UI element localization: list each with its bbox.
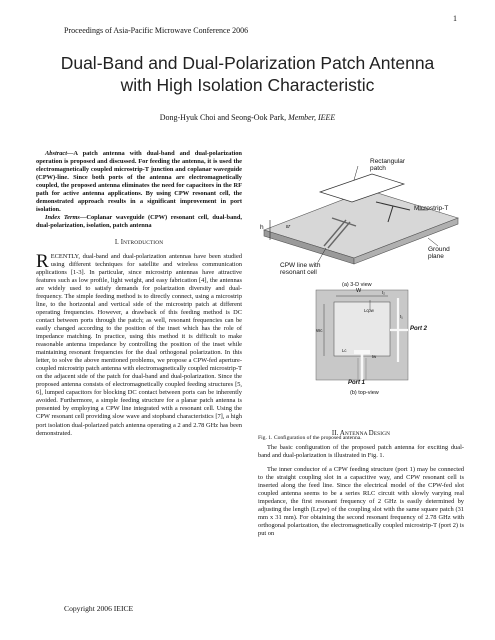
diagram-top-view bbox=[316, 290, 408, 380]
label-port-1: Port 1 bbox=[348, 380, 366, 386]
label-rectangular-patch: Rectangular patch bbox=[370, 158, 406, 172]
abstract-label: Abstract bbox=[45, 150, 68, 157]
label-ground-plane: Ground plane bbox=[428, 246, 450, 260]
label-t1: t₁ bbox=[400, 314, 403, 319]
drop-cap: R bbox=[36, 250, 49, 272]
label-microstrip-t: Microstrip-T bbox=[414, 205, 449, 212]
label-tw: tw bbox=[372, 354, 377, 359]
title-line-1: Dual-Band and Dual-Polarization Patch Antenna bbox=[60, 53, 435, 73]
label-w: W bbox=[356, 288, 362, 294]
left-column bbox=[36, 150, 242, 438]
label-lcpw: Lcpw bbox=[364, 308, 374, 313]
copyright-notice: Copyright 2006 IEICE bbox=[64, 604, 134, 613]
antenna-design-text bbox=[258, 444, 464, 545]
caption-top-view: (b) top-view bbox=[350, 390, 379, 396]
paper-title bbox=[40, 52, 455, 96]
label-epsilon-r: εr bbox=[286, 224, 291, 230]
design-paragraph-1: The basic configuration of the proposed patch antenna for exciting dual-band and dual-polarization is illustrated in Fig. 1. bbox=[258, 444, 464, 460]
abstract-text: —A patch antenna with dual-band and dual-polarization operation is proposed and discussed. For feeding the antenna, it is used the electromagnetically coupled microstrip-T junction and coplanar waveguide (CPW)-line. Since both ports of the antenna are electromagnetically coupled, the proposed antenna eliminates the need for capacitors in the RF path for active antenna applications. By using CPW resonant cell, the demonstrated approach results in a significant improvement in port isolation. bbox=[36, 150, 242, 214]
index-terms bbox=[36, 214, 242, 230]
figure-1-caption: Fig. 1. Configuration of the proposed antenna. bbox=[258, 435, 362, 441]
label-wc: Wc bbox=[316, 328, 323, 333]
running-header: Proceedings of Asia-Pacific Microwave Conference 2006 bbox=[64, 26, 249, 35]
section-heading-antenna-design: II. ANTENNA DESIGN bbox=[331, 430, 391, 437]
index-terms-text: —Coplanar waveguide (CPW) resonant cell, dual-band, dual-polarization, isolation, patch antenna bbox=[36, 214, 243, 230]
label-h: h bbox=[260, 224, 264, 231]
caption-3d-view: (a) 3-D view bbox=[342, 282, 372, 288]
label-cpw-line: CPW line with resonant cell bbox=[280, 262, 321, 276]
design-paragraph-2: The inner conductor of a CPW feeding structure (port 1) may be connected to the straight coupling slot in a capacitive way, and CPW resonant cell is inserted along the feed line. Since the electrical model of the CPW-fed slot coupled antenna seems to be a series RLC circuit with slowly varying real impedance, the first resonant frequency of 2 GHz is easily determined by adjusting the length (Lcpw) of the coupling slot with the same square patch (31 mm x 31 mm). For obtaining the second resonant frequency of 2.78 GHz with orthogonal polarization, the electromagnetically coupled microstrip-T (port 2) is put on bbox=[258, 466, 464, 538]
abstract bbox=[36, 150, 242, 214]
label-lc: Lc bbox=[342, 348, 347, 353]
introduction-paragraph bbox=[36, 250, 242, 438]
label-t2: t₂ bbox=[382, 290, 385, 295]
label-port-2: Port 2 bbox=[410, 326, 428, 332]
author-names: Dong-Hyuk Choi and Seong-Ook Park, bbox=[159, 113, 289, 122]
index-terms-label: Index Terms bbox=[45, 214, 80, 222]
introduction-text: ECENTLY, dual-band and dual-polarization antennas have been studied using different techniques for satellite and wireless communication applications [1-3]. In particular, since microstrip antennas have attractive features such as low profile, light weight, and easy fabrication [4], the antennas are widely used to satisfy demands for polarization diversity and dual-frequency. The simple feeding method is to directly connect, using a microstrip line, to the horizontal and vertical side of the microstrip patch at different operating frequencies. However, a drawback of this feeding method is DC contact between ports through the patch; as well, resonant frequencies can be easily changed according to the position of the inset which has the role of impedance matching. In practice, using this method it is difficult to make reasonable antenna impedance by controlling the position of the inset while maintaining resonant frequencies for the dual orthogonal polarization. In this letter, to solve the above mentioned problems, we propose a CPW-fed aperture-coupled microstrip patch antenna with electromagnetically coupled microstrip-T on the adjacent side of the patch for dual-band and dual-polarization. Since the proposed antenna consists of electromagnetically coupled feeding structures [5, 6], lumped capacitors for blocking DC contact between ports can be inherently avoided. Furthermore, a simple feeding structure for a planar patch antenna is presented by employing a CPW line integrated with a resonant cell. Using the CPW resonant cell providing slow wave and stopband characteristics [7], a high port isolation dual-polarized patch antenna operating a 2 and 2.78 GHz has been demonstrated. bbox=[36, 252, 242, 437]
author-membership: Member, IEEE bbox=[288, 113, 336, 122]
section-heading-introduction: I. INTRODUCTION bbox=[114, 239, 164, 247]
title-line-2: with High Isolation Characteristic bbox=[120, 75, 375, 95]
figure-1 bbox=[258, 150, 464, 410]
authors bbox=[0, 113, 495, 122]
page-number: 1 bbox=[453, 14, 457, 23]
